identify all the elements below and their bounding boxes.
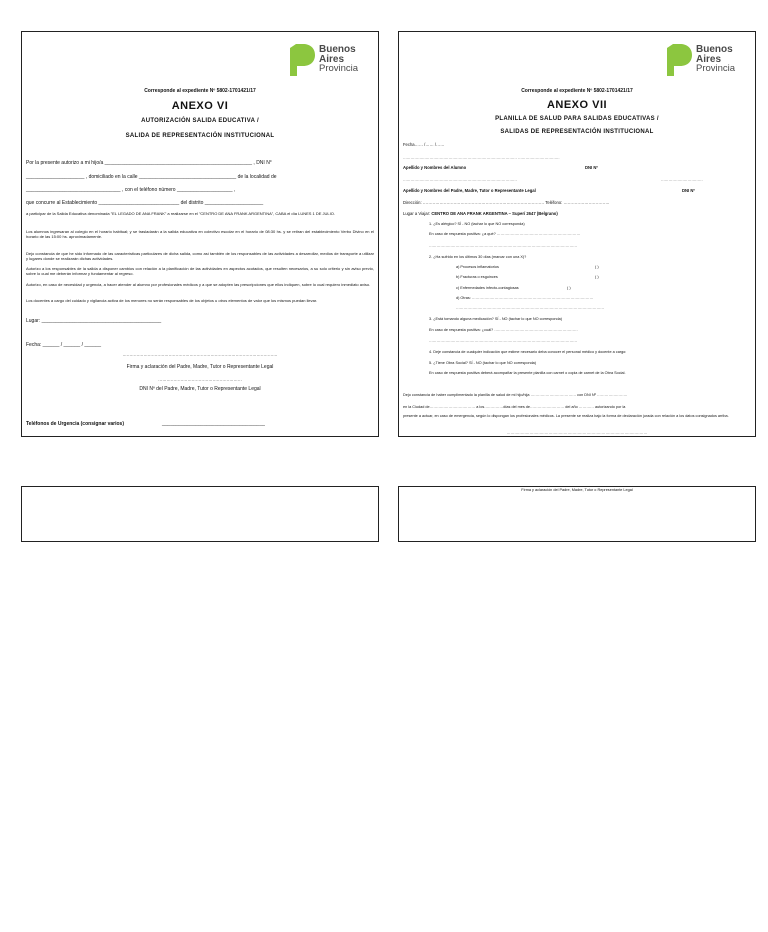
dni-signature-label: DNI Nº del Padre, Madre, Tutor o Representante Legal [139,386,261,392]
paragraph-urgencia: Autorizo, en caso de necesidad y urgencia, a hacer atender al alumno por profesionales médicos y a que se adopten las prescripciones que ellos indiquen, sobre lo cual requiero inmediato aviso. [26,282,371,287]
checkbox-procesos: ( ) [595,265,599,269]
question-ultimos-30-dias: 2. ¿Ha sufrido en los últimos 30 días (marcar con una X)? [429,255,527,259]
province-logo-icon [286,42,316,78]
checkbox-fracturas: ( ) [595,275,599,279]
question-medicacion: 3. ¿Está tomando alguna medicación? SÍ - NO (tachar lo que NO corresponda) [429,317,562,321]
expediente-number: Corresponde al expediente Nº 5802-1701421/17 [521,88,633,94]
blank-page-continuation [21,486,379,542]
anexo-title: ANEXO VI [171,100,229,112]
lugar-value: CENTRO DE ANA FRANK ARGENTINA – Superí 2647 (Belgrano) [431,211,558,216]
paragraph-salida-educativa: a participar de la Salida Educativa denominada "EL LEGADO DE ANA FRANK" a realizarse en el "CENTRO DE ANA FRANK ARGENTINA", CABA el día LUNES 1 DE JULIO. [26,211,335,216]
province-logo-icon [663,42,693,78]
question-medicacion-detail: En caso de respuesta positiva: ¿cuál? ………………………………………………………… [429,328,578,332]
question-obra-social: 5. ¿Tiene Obra Social? SÍ - NO (tachar lo que NO corresponda) [429,361,537,365]
fecha-field: Fecha…… /…… /…… [403,142,445,147]
anexo-vii-page-continuation [398,486,756,542]
form-line-domicilio: _____________________ , domiciliado en la calle ___________________________________ de la localidad de [26,174,277,180]
closing-signature-dots: ………………………………………………………………………………………………… [506,431,648,435]
anexo-vi-page [21,31,379,437]
form-line-telefono: __________________________________ , con el teléfono número ____________________ , [26,187,236,193]
logo-wordmark [319,45,358,74]
padre-label: Apellido y Nombres del Padre, Madre, Tutor o Representante Legal [403,188,536,193]
padre-dni-label: DNI Nº [682,188,695,193]
anexo-vii-page [398,31,756,437]
closing-paragraph: presente a actuar, en caso de emergencia, según lo dispongan los profesionales médicos. La presente se realiza bajo la forma de declaración jurada con relación a los datos consignados arriba. [403,414,729,418]
option-otras-line: ……………………………………………………………………………………………………… [456,306,605,310]
option-fracturas: b) Fracturas o esguinces [456,275,498,279]
closing-line-2: en la Ciudad de……………………………… a los……………días del mes de……………………… del año ………… autorizando por la [403,405,626,409]
anexo-subtitle-2: SALIDAS DE REPRESENTACIÓN INSTITUCIONAL [500,129,654,135]
telefonos-urgencia-label: Teléfonos de Urgencia (consignar varios) [26,421,124,427]
expediente-number: Corresponde al expediente Nº 5802-1701421/17 [144,88,256,94]
question-indicaciones: 4. Deje constancia de cualquier indicación que estime necesario deba conocer el personal médico y docente a cargo: [429,350,627,354]
alumno-label: Apellido y Nombres del Alumno [403,165,467,170]
paragraph-constancia: Dejo constancia de que he sido informado de las características particulares de dicha salida, como así también de los responsables de las actividades a desarrollar, medios de transporte a utilizar y lugares donde se realizarán dichas actividades. [26,251,374,262]
option-enfermedades: c) Enfermedades infecto-contagiosas [456,286,519,290]
buenos-aires-provincia-logo [663,42,743,80]
signature-label: Firma y aclaración del Padre, Madre, Tutor o Representante Legal [126,364,274,370]
alumno-dni-label: DNI Nº [585,165,598,170]
paragraph-horario: Los alumnos ingresaran al colegio en el horario habitual; y se trasladarán a la salida educativa en colectivo escolar en el horario de 08:30 hs. y se retiran del establecimiento Verbo Divino en el horario de las 15:00 hs. aproximadamente. [26,229,374,240]
closing-line-1: Dejo constancia de haber cumplimentado la planilla de salud de mi hijo/hija ……………………………… con DNI Nº …………………… [403,393,628,397]
anexo-subtitle-1: AUTORIZACIÓN SALIDA EDUCATIVA / [141,118,259,124]
logo-line-buenos: Buenos [696,44,733,55]
fecha-field: Fecha: ______ / ______ / ______ [26,342,102,348]
lugar-viajar [403,211,558,216]
signature-label: Firma y aclaración del Padre, Madre, Tutor o Representante Legal [521,488,633,492]
anexo-title: ANEXO VII [546,99,608,111]
dni-signature-line: …………………………………………………… [158,377,242,382]
lugar-prefix: Lugar a Viajar: [403,211,431,216]
logo-line-provincia: Provincia [696,63,736,74]
option-procesos-inflamatorios: a) Procesos inflamatorios [456,265,499,269]
padre-dots-left: ……………………………………………………………………………… [403,178,517,182]
anexo-subtitle-1: PLANILLA DE SALUD PARA SALIDAS EDUCATIVAS / [495,116,659,122]
signature-line: ………………………………………………………………………………………………… [122,352,278,357]
logo-line-buenos: Buenos [319,44,356,55]
question-obra-social-detail: En caso de respuesta positiva deberá acompañar la presente planilla con carnet o copia de carnet de la Obra Social. [429,371,626,375]
anexo-subtitle-2: SALIDA DE REPRESENTACIÓN INSTITUCIONAL [125,133,275,139]
logo-line-provincia: Provincia [319,63,359,74]
paragraph-responsabilidad: Los docentes a cargo del cuidado y vigilancia activa de los menores no serán responsables de los objetos u otros elementos de valor que los mismos puedan llevar. [26,298,318,303]
option-otras: d) Otras: …………………………………………………………………………………… [456,296,594,300]
lugar-field: Lugar: ___________________________________________ [26,318,162,324]
buenos-aires-provincia-logo [286,42,366,80]
checkbox-enfermedades: ( ) [567,286,571,290]
logo-line-aires: Aires [319,53,345,65]
question-medicacion-line: ……………………………………………………………………………………………………… [429,339,578,343]
padre-dots-right: …………………………… [661,178,703,182]
alumno-dots: ……………………………………………………………………………… …………………………… [403,156,560,160]
form-line-hijo: Por la presente autorizo a mi hijo/a _____________________________________________________ , DNI N° [26,160,272,166]
paragraph-cambios: Autorizo a los responsables de la salida a disponer cambios con relación a la planificación de las actividades en aspectos acotados, que resulten necesarios, a su solo criterio y sin aviso previo, sobre lo cual me deberán informar y fundamentar al regreso. [26,266,374,277]
question-alergico-detail: En caso de respuesta positiva: ¿a qué? ………………………………………………………… [429,232,581,236]
telefonos-urgencia-line: _____________________________________ [162,421,265,427]
form-line-establecimiento: que concurre al Establecimiento _____________________________ del distrito _____________________ [26,200,264,206]
logo-wordmark [696,45,735,74]
logo-line-aires: Aires [696,53,722,65]
question-alergico-line: ……………………………………………………………………………………………………… [429,244,578,248]
question-alergico: 1. ¿Es alérgico? SÍ - NO (tachar lo que NO corresponda) [429,222,525,226]
direccion-field: Dirección: …………………………………………………………………………… Teléfono: …………………………… [403,200,610,205]
